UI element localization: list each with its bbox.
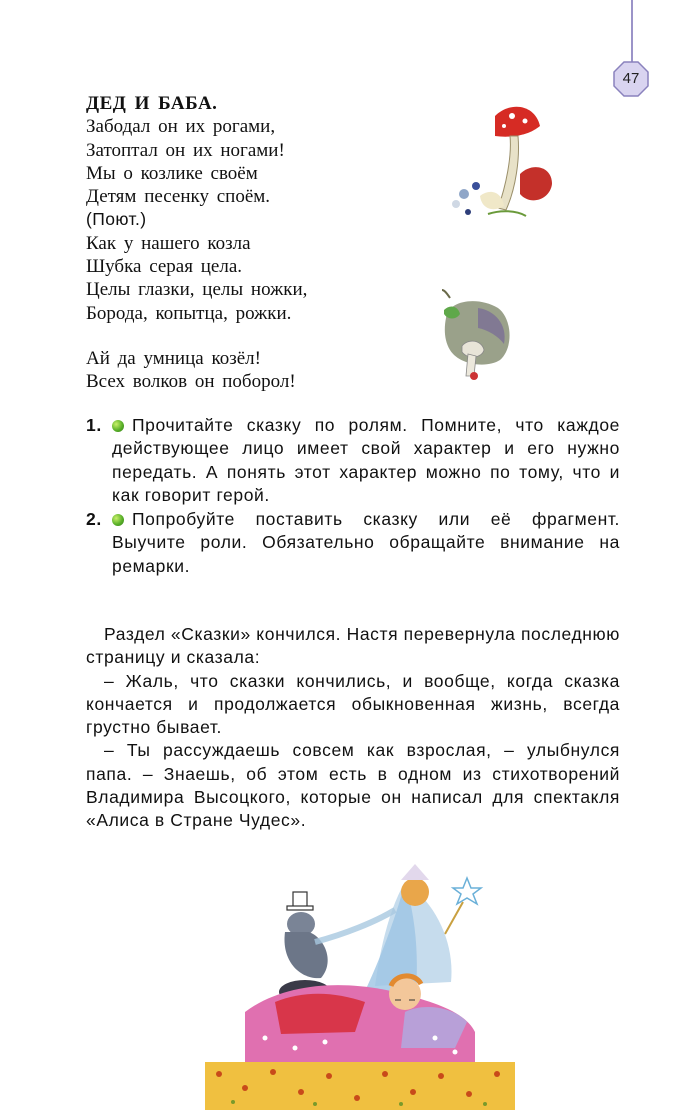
task-item	[86, 414, 620, 507]
story-text	[86, 623, 620, 833]
paragraph: Раздел «Сказки» кончился. Настя перевернула последнюю страницу и сказала:	[86, 624, 620, 668]
task-number: 2.	[86, 509, 102, 530]
poem-line: Ай да умница козёл!	[86, 347, 261, 369]
sleeping-girl-illustration	[205, 862, 515, 1110]
task-number: 1.	[86, 415, 102, 435]
speaker-name: ДЕД И БАБА.	[86, 93, 218, 114]
page-number-badge	[613, 61, 649, 97]
poem-line: Целы глазки, целы ножки,	[86, 279, 308, 301]
poem-line: Детям песенку споём.	[86, 186, 271, 208]
poem-line: Шубка серая цела.	[86, 256, 242, 278]
stage-direction: (Поют.)	[86, 209, 147, 230]
green-dot-icon	[112, 420, 124, 432]
page-number: 47	[622, 70, 640, 87]
poem-line: Всех волков он поборол!	[86, 371, 296, 393]
mushroom-illustration	[440, 96, 560, 226]
paragraph: – Ты рассуждаешь совсем как взрослая, – улыбнулся папа. – Знаешь, об этом есть в одном из стихотворений Владимира Высоцкого, которые он написал для спектакля «Алиса в Стране Чудес».	[86, 740, 620, 831]
poem-line: Затоптал он их ногами!	[86, 139, 285, 161]
poem-line: Борода, копытца, рожки.	[86, 302, 292, 324]
poem-line: Мы о козлике своём	[86, 162, 258, 184]
task-list	[86, 414, 620, 579]
poem-block	[86, 92, 307, 394]
poem-line: Как у нашего козла	[86, 232, 251, 254]
paragraph: – Жаль, что сказки кончились, и вообще, когда сказка кончается и продолжается обыкновенная жизнь, всегда грустно бывает.	[86, 670, 620, 738]
task-text: Прочитайте сказку по ролям. Помните, что каждое действующее лицо имеет свой характер и его нужно передать. А понять этот характер можно по тому, что и как говорит герой.	[112, 415, 620, 505]
goat-illustration	[438, 288, 518, 388]
green-dot-icon	[112, 514, 124, 526]
poem-line: Забодал он их рогами,	[86, 116, 276, 138]
task-text: Попробуйте поставить сказку или её фрагмент. Выучите роли. Обязательно обращайте внимание на ремарки.	[112, 509, 620, 576]
margin-rule	[631, 0, 633, 62]
task-item	[86, 508, 620, 578]
